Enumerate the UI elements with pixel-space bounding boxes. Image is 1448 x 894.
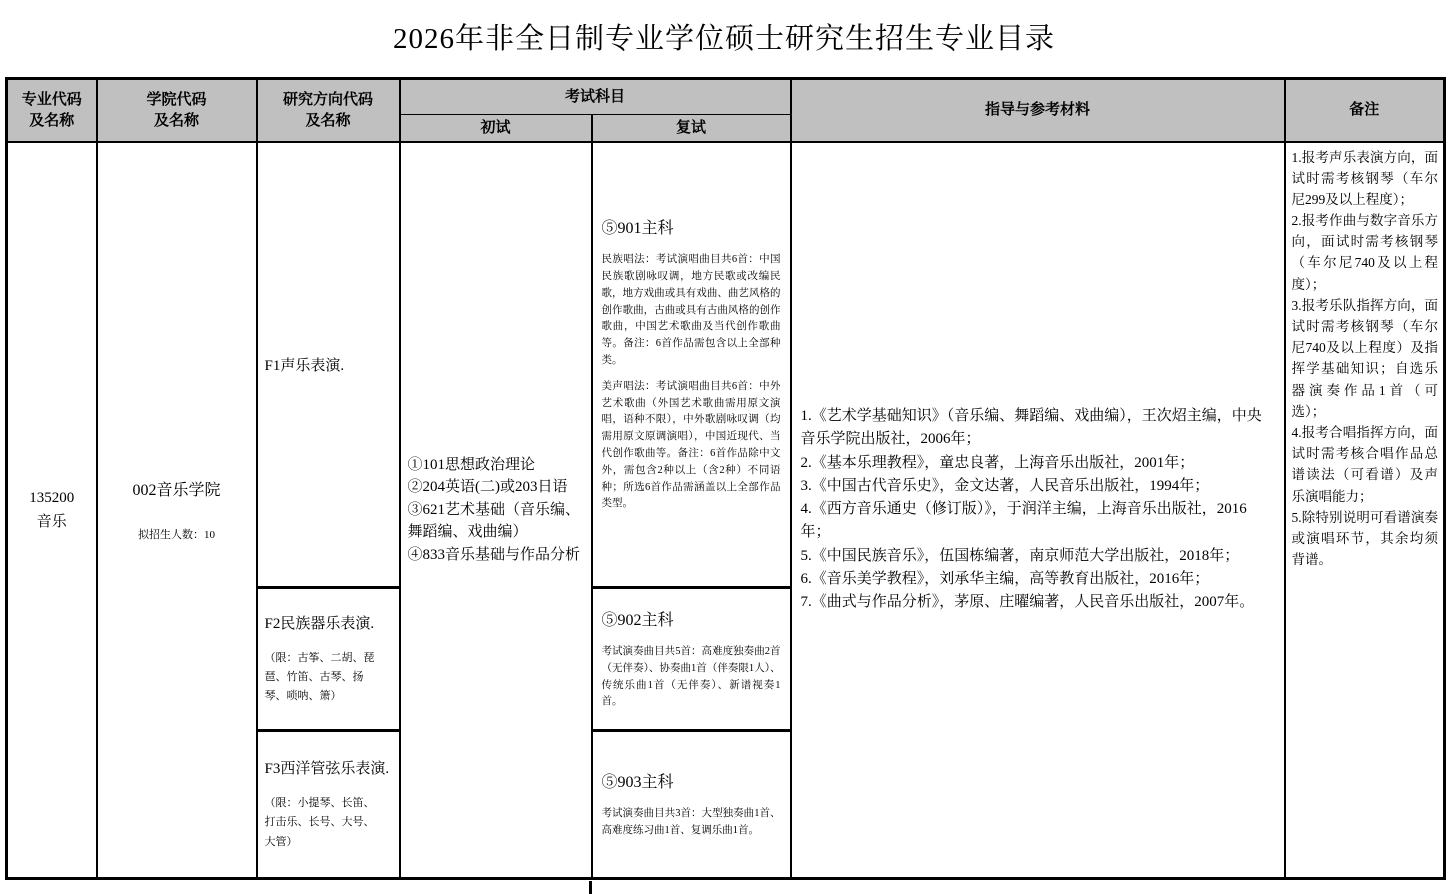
header-exam-subjects: 考试科目 (400, 79, 791, 115)
cell-remarks (1285, 142, 1445, 879)
remark-item: 4.报考合唱指挥方向，面试时需考核合唱作品总谱读法（可看谱）及声乐演唱能力； (1291, 424, 1439, 504)
retest-903-title: ⑤903主科 (601, 774, 674, 792)
page-title: 2026年非全日制专业学位硕士研究生招生专业目录 (392, 23, 1055, 55)
header-college-code (97, 79, 257, 142)
cell-retest-901 (592, 142, 791, 588)
header-initial-exam: 初试 (400, 115, 592, 142)
college-name: 002音乐学院 (132, 482, 221, 500)
cell-initial-exam (400, 142, 592, 879)
initial-exam-line: ④833音乐基础与作品分析 (407, 546, 581, 563)
direction-f2-label: F2民族器乐表演. (264, 615, 375, 632)
cell-direction-f3 (257, 731, 400, 879)
admission-catalog-table (5, 77, 1446, 880)
direction-f2-limit: （限：古筝、二胡、琵琶、竹笛、古琴、扬琴、唢呐、箫） (264, 651, 375, 703)
header-college-code-line2: 及名称 (153, 112, 199, 130)
remark-item: 1.报考声乐表演方向，面试时需考核钢琴（车尔尼299及以上程度）； (1291, 149, 1439, 207)
header-major-code-line2: 及名称 (29, 112, 75, 130)
reference-item: 2.《基本乐理教程》，童忠良著，上海音乐出版社，2001年； (800, 454, 1195, 471)
cell-retest-903 (592, 731, 791, 879)
cell-major-code (7, 142, 97, 879)
cell-college (97, 142, 257, 879)
reference-item: 1.《艺术学基础知识》（音乐编、舞蹈编、戏曲编），王次炤主编，中央音乐学院出版社，2006年； (800, 408, 1262, 448)
retest-903-paragraph: 考试演奏曲目共3首：大型独奏曲1首、高难度练习曲1首、复调乐曲1首。 (601, 808, 781, 836)
cell-retest-902 (592, 588, 791, 731)
header-reference: 指导与参考材料 (791, 79, 1285, 142)
remark-item: 3.报考乐队指挥方向，面试时需考核钢琴（车尔尼740及以上程度）及指挥学基础知识；自选乐器演奏作品1首（可选）； (1291, 297, 1439, 419)
reference-item: 5.《中国民族音乐》，伍国栋编著，南京师范大学出版社，2018年； (800, 547, 1240, 564)
direction-f3-label: F3西洋管弦乐表演. (264, 761, 390, 778)
remark-item: 2.报考作曲与数字音乐方向，面试时需考核钢琴（车尔尼740及以上程度）； (1291, 213, 1439, 292)
reference-item: 7.《曲式与作品分析》，茅原、庄曜编著，人民音乐出版社，2007年。 (800, 594, 1255, 611)
remark-item: 5.除特别说明可看谱演奏或演唱环节，其余均须背谱。 (1291, 509, 1439, 568)
initial-exam-line: ①101思想政治理论 (407, 456, 536, 473)
major-code: 135200 (29, 489, 75, 506)
college-enrollment: 拟招生人数：10 (138, 529, 215, 542)
retest-901-paragraph: 民族唱法：考试演唱曲目共6首：中国民族歌剧咏叹调，地方民歌或改编民歌，地方戏曲或具有戏曲、曲艺风格的创作歌曲，古曲或具有古曲风格的创作歌曲，中国艺术歌曲及当代创作歌曲等。备注：6首作品需包含以上全部种类。 (601, 254, 781, 367)
retest-901-title: ⑤901主科 (601, 220, 674, 238)
retest-902-paragraph: 考试演奏曲目共5首：高难度独奏曲2首（无伴奏）、协奏曲1首（伴奏限1人）、传统乐曲1首（无伴奏）、新谱视奏1首。 (601, 645, 781, 708)
cell-direction-f1 (257, 142, 400, 588)
header-retest: 复试 (592, 115, 791, 142)
retest-902-title: ⑤902主科 (601, 611, 674, 629)
header-direction-code-line2: 及名称 (305, 112, 351, 130)
reference-item: 4.《西方音乐通史（修订版）》，于润洋主编，上海音乐出版社，2016年； (800, 501, 1247, 541)
initial-exam-line: ③621艺术基础（音乐编、舞蹈编、戏曲编） (407, 501, 581, 540)
header-direction-code (257, 79, 400, 142)
cell-references (791, 142, 1285, 879)
header-college-code-line1: 学院代码 (146, 90, 207, 108)
initial-exam-line: ②204英语(二)或203日语 (407, 479, 568, 495)
header-remarks: 备注 (1285, 79, 1445, 142)
cell-direction-f2 (257, 588, 400, 731)
reference-item: 6.《音乐美学教程》，刘承华主编，高等教育出版社，2016年； (800, 570, 1210, 587)
next-row-border-fragment (589, 881, 592, 894)
direction-f1-label: F1声乐表演. (264, 357, 345, 374)
header-major-code-line1: 专业代码 (21, 90, 82, 108)
retest-901-paragraph: 美声唱法：考试演唱曲目共6首：中外艺术歌曲（外国艺术歌曲需用原文演唱，语种不限），中外歌剧咏叹调（均需用原文原调演唱），中国近现代、当代创作歌曲等。备注：6首作品除中文外，需包含2种以上（含2种）不同语种；所选6首作品需涵盖以上全部作品类型。 (601, 380, 781, 510)
reference-item: 3.《中国古代音乐史》，金文达著，人民音乐出版社，1994年； (800, 477, 1210, 494)
major-name: 音乐 (36, 513, 67, 530)
header-major-code (7, 79, 97, 142)
header-direction-code-line1: 研究方向代码 (282, 90, 373, 108)
direction-f3-limit: （限：小提琴、长笛、打击乐、长号、大号、大管） (264, 797, 375, 848)
